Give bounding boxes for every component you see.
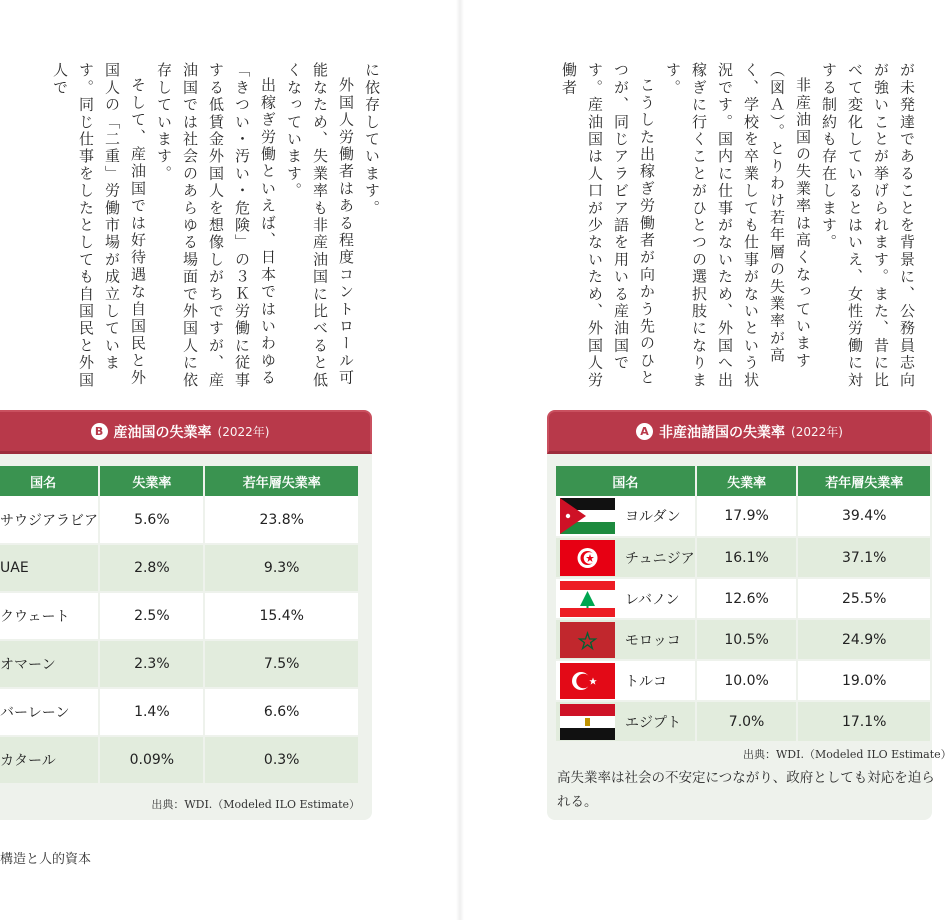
country-name: サウジアラビア <box>0 496 99 544</box>
table-b-year: (2022年) <box>217 425 270 439</box>
table-row <box>0 544 359 592</box>
table-a-title: 非産油諸国の失業率 <box>659 424 786 441</box>
table-row <box>0 640 359 688</box>
table-row <box>556 701 931 742</box>
youth-unemployment-rate: 0.3% <box>204 736 359 784</box>
table-row <box>556 496 931 537</box>
table-a-source: 出典：WDI.（Modeled ILO Estimate） <box>743 748 952 761</box>
country-name: エジプト <box>625 714 681 731</box>
table-row <box>0 736 359 784</box>
table-row <box>556 619 931 660</box>
unemployment-rate: 1.4% <box>99 688 204 736</box>
country-name: モロッコ <box>625 632 681 649</box>
unemployment-rate: 5.6% <box>99 496 204 544</box>
table-b-title: 産油国の失業率 <box>113 424 212 441</box>
oil-producers-table-card <box>0 410 372 820</box>
country-cell <box>556 578 696 619</box>
table-header-row <box>0 466 359 496</box>
youth-unemployment-rate: 6.6% <box>204 688 359 736</box>
table-a-caption-note: 高失業率は社会の不安定につながり、政府としても対応を迫られる。 <box>557 770 935 810</box>
country-cell <box>556 619 696 660</box>
youth-unemployment-rate: 25.5% <box>797 578 931 619</box>
country-cell <box>556 537 696 578</box>
unemployment-rate: 7.0% <box>696 701 798 742</box>
country-name: チュニジア <box>625 550 695 567</box>
unemployment-rate: 12.6% <box>696 578 798 619</box>
table-row <box>556 660 931 701</box>
col-country: 国名 <box>556 466 696 496</box>
country-cell <box>556 701 696 742</box>
country-name: バーレーン <box>0 688 99 736</box>
page-footer-title: 構造と人的資本 <box>0 852 92 867</box>
youth-unemployment-rate: 7.5% <box>204 640 359 688</box>
youth-unemployment-rate: 15.4% <box>204 592 359 640</box>
non-oil-countries-table-card <box>547 410 952 820</box>
table-a-badge: A <box>636 423 653 440</box>
youth-unemployment-rate: 37.1% <box>797 537 931 578</box>
youth-unemployment-rate: 39.4% <box>797 496 931 537</box>
right-page-body <box>535 62 920 394</box>
table-b-header <box>0 410 372 454</box>
country-name: クウェート <box>0 592 99 640</box>
morocco-flag-icon <box>560 622 615 658</box>
lebanon-flag-icon <box>560 581 615 617</box>
table-row <box>0 592 359 640</box>
right-paragraph-2: 非産油国の失業率は高くなっています（図Ａ）。とりわけ若年層の失業率が高く、学校を卒業しても仕事がないという状況です。国内に仕事がないため、外国へ出稼ぎに行くことがひとつの選択肢になります。 <box>664 62 812 389</box>
youth-unemployment-rate: 17.1% <box>797 701 931 742</box>
left-paragraph-3: 出稼ぎ労働といえば、日本ではいわゆる「きつい・汚い・危険」の３Ｋ労働に従事する低賃金外国人を想像しがちですが、産油国では社会のあらゆる場面で外国人に依存しています。 <box>155 62 277 389</box>
table-row <box>556 537 931 578</box>
left-page-body <box>0 62 385 394</box>
page-gutter <box>456 0 464 920</box>
right-paragraph-3: こうした出稼ぎ労働者が向かう先のひとつが、同じアラビア語を用いる産油国です。産油国は人口が少ないため、外国人労働者 <box>560 62 656 389</box>
country-name: オマーン <box>0 640 99 688</box>
col-unemployment: 失業率 <box>696 466 798 496</box>
col-country: 国名 <box>0 466 99 496</box>
country-name: ヨルダン <box>625 509 681 525</box>
unemployment-rate: 2.3% <box>99 640 204 688</box>
right-paragraph-1: が未発達であることを背景に、公務員志向が強いことが挙げられます。また、昔に比べて変化しているとはいえ、女性労働に対する制約も存在します。 <box>820 62 916 389</box>
table-row <box>0 496 359 544</box>
jordan-flag-icon <box>560 498 615 534</box>
unemployment-rate: 2.5% <box>99 592 204 640</box>
youth-unemployment-rate: 24.9% <box>797 619 931 660</box>
country-cell <box>556 660 696 701</box>
youth-unemployment-rate: 23.8% <box>204 496 359 544</box>
col-unemployment: 失業率 <box>99 466 204 496</box>
unemployment-rate: 10.5% <box>696 619 798 660</box>
youth-unemployment-rate: 19.0% <box>797 660 931 701</box>
unemployment-rate: 10.0% <box>696 660 798 701</box>
col-youth-unemployment: 若年層失業率 <box>797 466 931 496</box>
table-b-badge: B <box>91 423 108 440</box>
table-b-source: 出典：WDI.（Modeled ILO Estimate） <box>151 798 360 811</box>
turkey-flag-icon <box>560 663 615 699</box>
country-name: レバノン <box>625 591 680 608</box>
unemployment-rate: 2.8% <box>99 544 204 592</box>
table-a-year: (2022年) <box>791 425 843 439</box>
left-paragraph-2: 外国人労働者はある程度コントロール可能なため、失業率も非産油国に比べると低くなっています。 <box>285 62 355 389</box>
left-paragraph-4: そして、産油国では好待遇な自国民と外国人の「二重」労働市場が成立しています。同じ仕事をしたとしても自国民と外国人で <box>51 62 147 389</box>
oil-producers-table <box>0 466 360 785</box>
table-a-header <box>547 410 932 454</box>
country-name: カタール <box>0 736 99 784</box>
unemployment-rate: 17.9% <box>696 496 798 537</box>
table-row <box>0 688 359 736</box>
tunisia-flag-icon <box>560 540 615 576</box>
country-cell <box>556 496 696 537</box>
youth-unemployment-rate: 9.3% <box>204 544 359 592</box>
egypt-flag-icon <box>560 704 615 740</box>
unemployment-rate: 0.09% <box>99 736 204 784</box>
non-oil-countries-table <box>556 466 932 743</box>
left-paragraph-1: に依存しています。 <box>363 62 381 217</box>
country-name: トルコ <box>625 673 667 690</box>
table-header-row <box>556 466 931 496</box>
unemployment-rate: 16.1% <box>696 537 798 578</box>
table-row <box>556 578 931 619</box>
country-name: UAE <box>0 544 99 592</box>
col-youth-unemployment: 若年層失業率 <box>204 466 359 496</box>
